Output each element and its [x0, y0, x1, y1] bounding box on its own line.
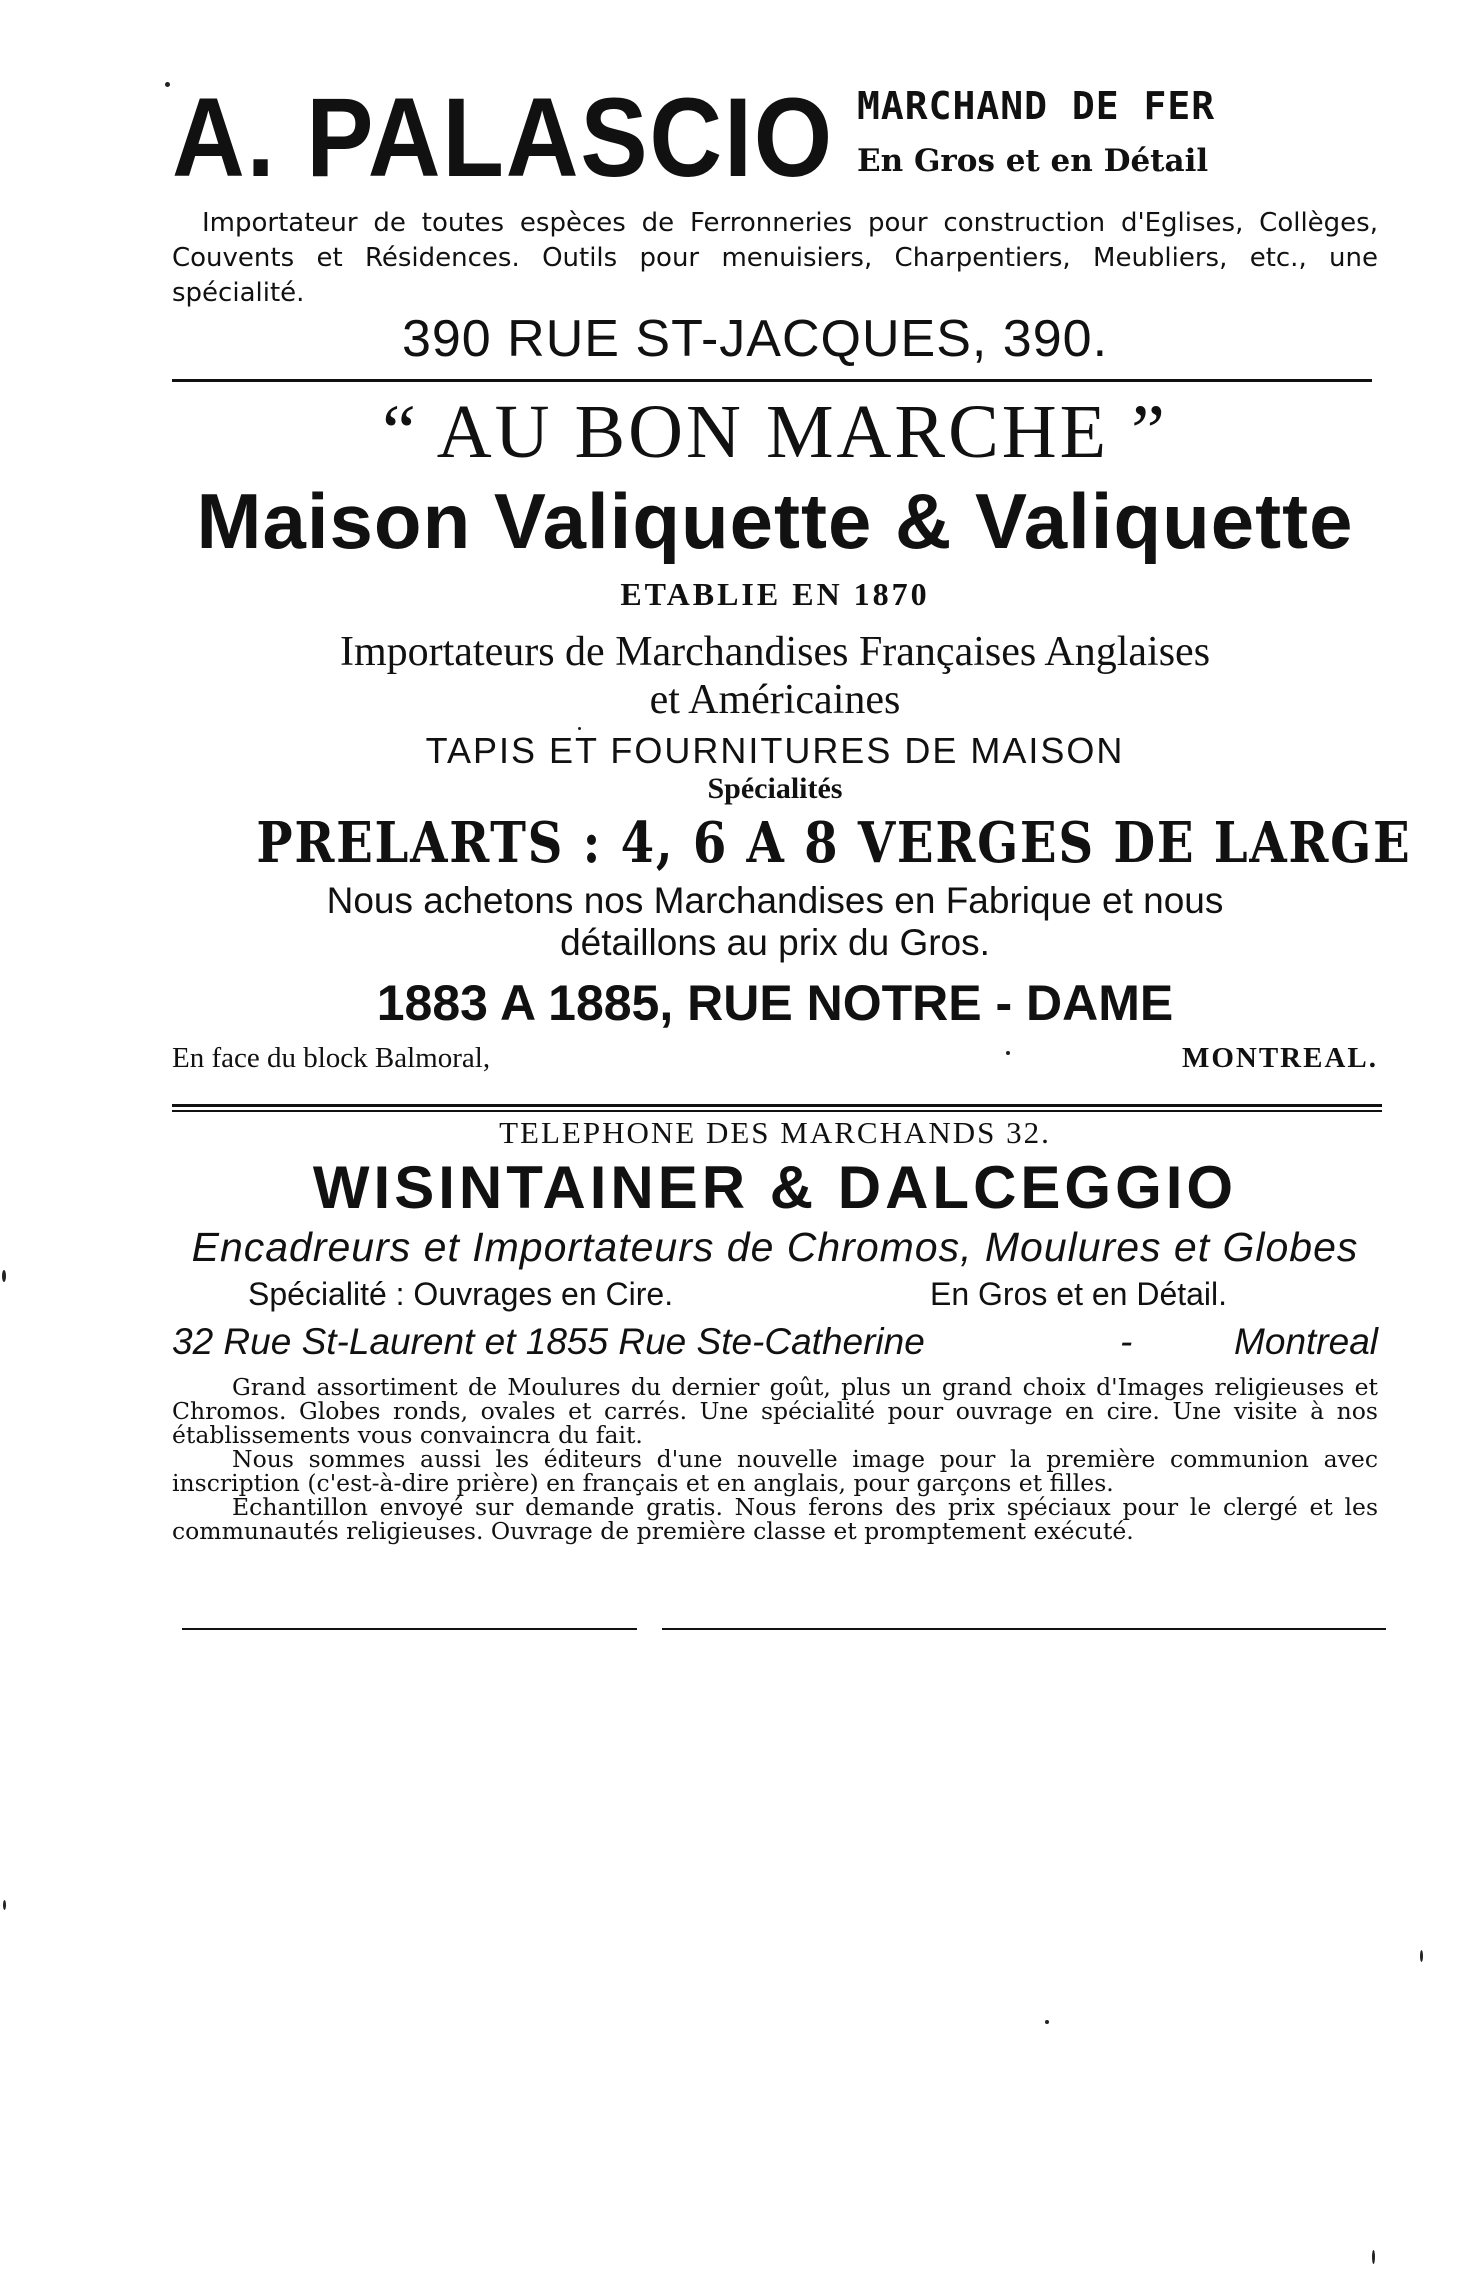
bon-marche-importateurs-1: Importateurs de Marchandises Françaises Anglaises — [339, 629, 1211, 675]
wisintainer-specialite: Spécialité : Ouvrages en Cire. — [248, 1276, 674, 1312]
bon-marche-etablie: ETABLIE EN 1870 — [620, 576, 930, 612]
scan-speck — [578, 727, 581, 730]
scan-speck — [1006, 1051, 1010, 1055]
wisintainer-city: Montreal — [1234, 1321, 1378, 1362]
palascio-address: 390 RUE ST-JACQUES, 390. — [401, 310, 1109, 368]
scan-speck — [1420, 1950, 1423, 1962]
scan-speck — [165, 82, 170, 87]
wisintainer-dash: - — [1120, 1321, 1133, 1362]
palascio-gros-detail: En Gros et en Détail — [857, 143, 1209, 179]
divider-2b — [172, 1110, 1382, 1112]
bon-marche-importateurs-2: et Américaines — [649, 677, 901, 723]
bon-marche-nous-1: Nous achetons nos Marchandises en Fabrique et nous — [326, 880, 1224, 921]
palascio-trade: MARCHAND DE FER — [857, 84, 1216, 128]
divider-2 — [172, 1104, 1382, 1107]
wisintainer-address: 32 Rue St-Laurent et 1855 Rue Ste-Catherine — [172, 1321, 925, 1362]
bon-marche-footer — [172, 1038, 1378, 1078]
wisintainer-address-row — [172, 1317, 1378, 1367]
scan-speck — [3, 1900, 6, 1910]
divider-3-left — [182, 1628, 637, 1630]
scan-speck — [1372, 2250, 1375, 2264]
bon-marche-nous-2: détaillons au prix du Gros. — [560, 922, 990, 963]
wisintainer-gros-detail: En Gros et en Détail. — [930, 1276, 1228, 1312]
ad-wisintainer — [172, 1113, 1378, 1543]
ad-palascio — [172, 75, 1378, 368]
palascio-header — [172, 75, 1378, 204]
bon-marche-specialites: Spécialités — [707, 772, 843, 805]
scan-speck — [2, 1270, 6, 1282]
wisintainer-name: WISINTAINER & DALCEGGIO — [312, 1154, 1238, 1221]
bon-marche-address: 1883 A 1885, RUE NOTRE - DAME — [376, 975, 1174, 1031]
bon-marche-city: MONTREAL. — [1181, 1042, 1378, 1074]
wisintainer-paragraph: Nous sommes aussi les éditeurs d'une nouvelle image pour la première communion avec inscription (c'est-à-dire prière) en français et en anglais, pour garçons et filles. — [172, 1445, 1378, 1497]
bon-marche-en-face: En face du block Balmoral, — [172, 1042, 491, 1074]
bon-marche-maison: Maison Valiquette & Valiquette — [196, 477, 1354, 565]
palascio-name: A. PALASCIO — [172, 75, 834, 200]
wisintainer-telephone: TELEPHONE DES MARCHANDS 32. — [499, 1115, 1051, 1150]
wisintainer-specialite-row — [172, 1271, 1378, 1317]
wisintainer-paragraph: Grand assortiment de Moulures du dernier goût, plus un grand choix d'Images religieuses et Chromos. Globes ronds, ovales et carrés. Une spécialité pour ouvrage en cire. Une visite à nos établissements vous convaincra du fait. — [172, 1373, 1378, 1449]
bon-marche-title: “ AU BON MARCHE ” — [382, 390, 1168, 474]
wisintainer-subtitle: Encadreurs et Importateurs de Chromos, Moulures et Globes — [191, 1224, 1359, 1270]
palascio-description: Importateur de toutes espèces de Ferronneries pour construction d'Eglises, Collèges, Couvents et Résidences. Outils pour menuisiers, Charpentiers, Meubliers, etc., une spécialité. — [172, 208, 1378, 308]
scan-speck — [1045, 2020, 1049, 2024]
wisintainer-paragraphs — [172, 1375, 1378, 1543]
divider-3-right — [662, 1628, 1386, 1630]
bon-marche-prelarts: PRELARTS : 4, 6 A 8 VERGES DE LARGE — [256, 810, 1412, 876]
bon-marche-tapis: TAPIS ET FOURNITURES DE MAISON — [425, 730, 1125, 771]
divider-1 — [172, 379, 1372, 382]
ad-bon-marche — [172, 390, 1412, 1078]
wisintainer-paragraph: Echantillon envoyé sur demande gratis. Nous ferons des prix spéciaux pour le clergé et les communautés religieuses. Ouvrage de première classe et promptement exécuté. — [172, 1493, 1378, 1545]
